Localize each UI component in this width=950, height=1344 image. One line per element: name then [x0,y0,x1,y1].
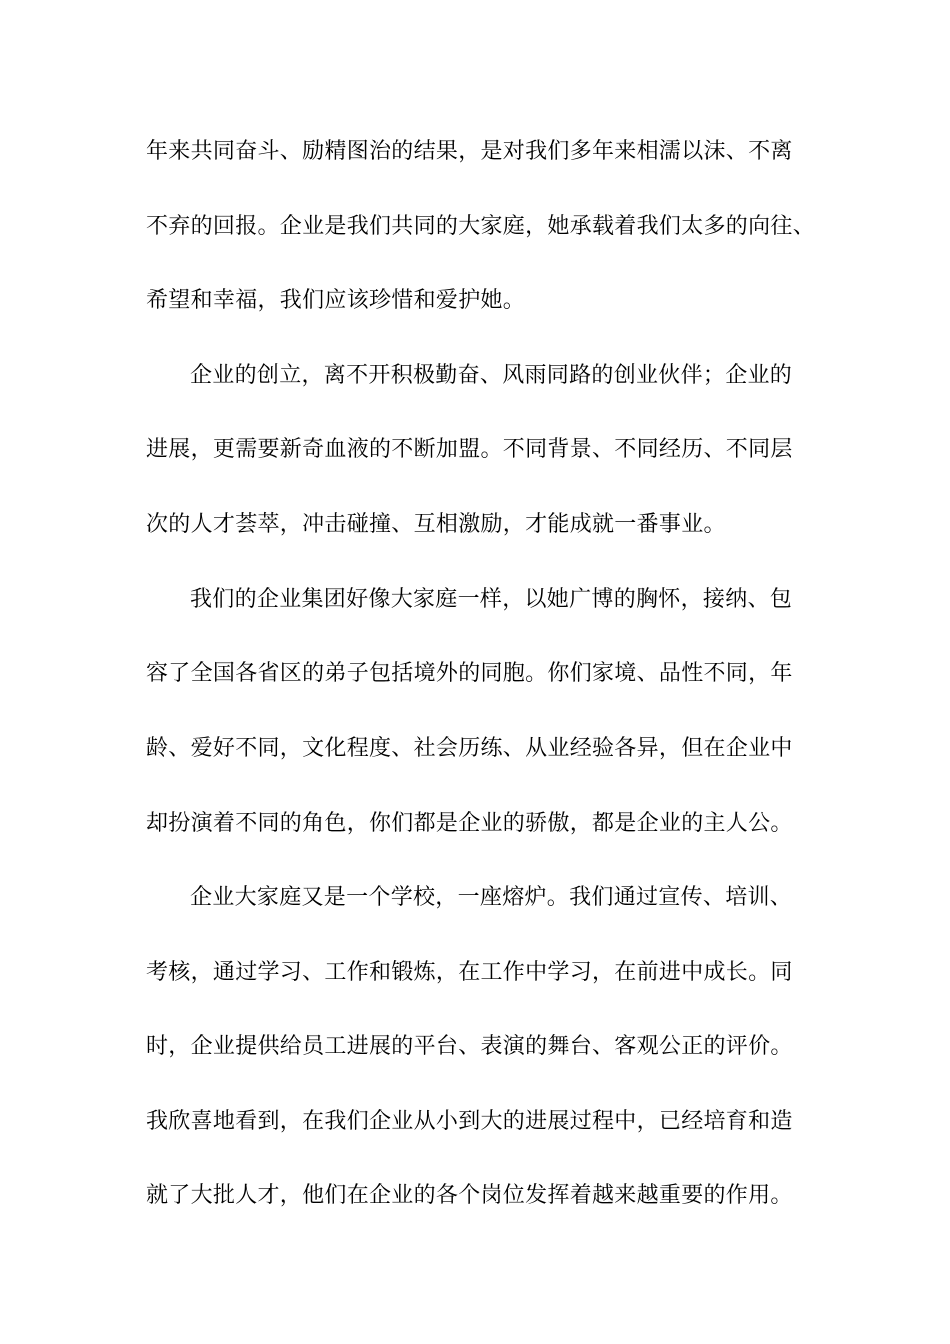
text-line: 我欣喜地看到，在我们企业从小到大的进展过程中，已经培育和造 [146,1109,793,1134]
text-line: 就了大批人才，他们在企业的各个岗位发挥着越来越重要的作用。 [146,1183,793,1208]
text-line: 却扮演着不同的角色，你们都是企业的骄傲，都是企业的主人公。 [146,811,793,836]
paragraph-first-line: 企业大家庭又是一个学校，一座熔炉。我们通过宣传、培训、 [190,885,793,910]
text-line: 时，企业提供给员工进展的平台、表演的舞台、客观公正的评价。 [146,1034,793,1059]
paragraph-first-line: 我们的企业集团好像大家庭一样，以她广博的胸怀，接纳、包 [190,587,793,612]
text-line: 容了全国各省区的弟子包括境外的同胞。你们家境、品性不同，年 [146,661,793,686]
text-line: 年来共同奋斗、励精图治的结果，是对我们多年来相濡以沫、不离 [146,139,793,164]
text-line: 进展，更需要新奇血液的不断加盟。不同背景、不同经历、不同层 [146,437,793,462]
text-line: 龄、爱好不同，文化程度、社会历练、从业经验各异，但在企业中 [146,736,793,761]
text-line: 希望和幸福，我们应该珍惜和爱护她。 [146,288,526,313]
paragraph-first-line: 企业的创立，离不开积极勤奋、风雨同路的创业伙伴；企业的 [190,363,793,388]
text-line: 考核，通过学习、工作和锻炼，在工作中学习，在前进中成长。同 [146,960,793,985]
text-line: 次的人才荟萃，冲击碰撞、互相激励，才能成就一番事业。 [146,512,726,537]
text-line: 不弃的回报。企业是我们共同的大家庭，她承载着我们太多的向往、 [146,214,816,239]
